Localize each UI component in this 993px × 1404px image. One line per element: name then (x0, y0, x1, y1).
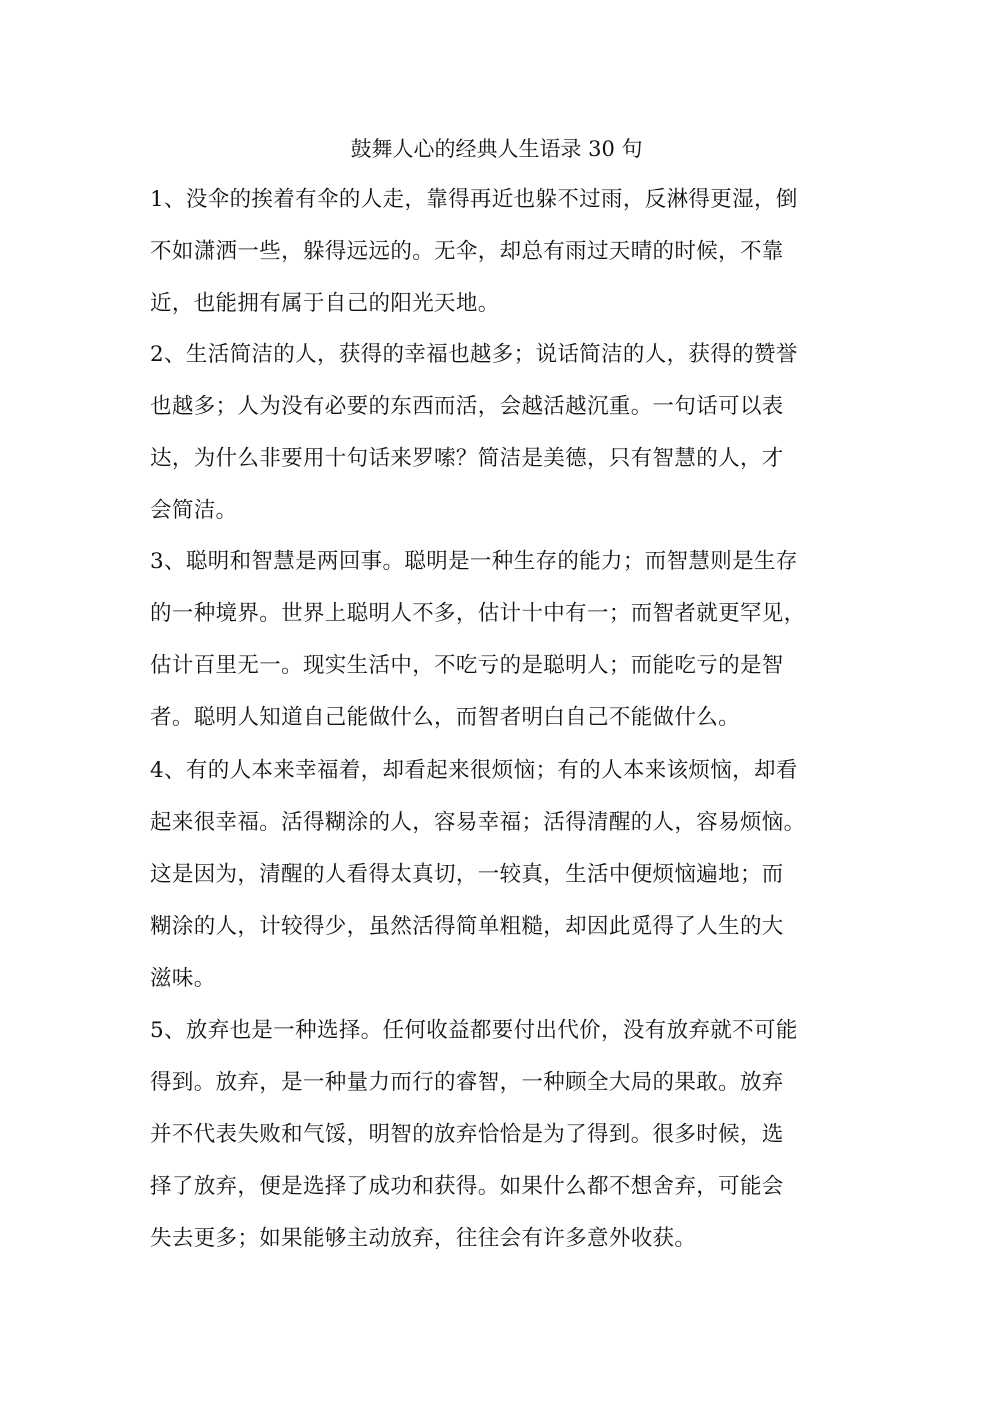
paragraph-line: 近，也能拥有属于自己的阳光天地。 (150, 291, 500, 316)
paragraph-line: 起来很幸福。活得糊涂的人，容易幸福；活得清醒的人，容易烦恼。 (150, 810, 806, 835)
paragraph-line: 得到。放弃，是一种量力而行的睿智，一种顾全大局的果敢。放弃 (150, 1070, 784, 1095)
paragraph-line: 的一种境界。世界上聪明人不多，估计十中有一；而智者就更罕见， (150, 601, 806, 626)
paragraph-line: 择了放弃，便是选择了成功和获得。如果什么都不想舍弃，可能会 (150, 1174, 784, 1199)
paragraph-line: 2、生活简洁的人，获得的幸福也越多；说话简洁的人，获得的赞誉 (150, 342, 798, 367)
paragraph-line: 估计百里无一。现实生活中，不吃亏的是聪明人；而能吃亏的是智 (150, 653, 784, 678)
paragraph-line: 并不代表失败和气馁，明智的放弃恰恰是为了得到。很多时候，选 (150, 1122, 784, 1147)
paragraph-line: 失去更多；如果能够主动放弃，往往会有许多意外收获。 (150, 1226, 697, 1251)
document-title: 鼓舞人心的经典人生语录 30 句 (350, 137, 643, 161)
paragraph-line: 5、放弃也是一种选择。任何收益都要付出代价，没有放弃就不可能 (150, 1018, 798, 1043)
paragraph-line: 会简洁。 (150, 498, 238, 523)
paragraph-line: 1、没伞的挨着有伞的人走，靠得再近也躲不过雨，反淋得更湿，倒 (150, 187, 798, 212)
paragraph-line: 糊涂的人，计较得少，虽然活得简单粗糙，却因此觅得了人生的大 (150, 914, 784, 939)
paragraph-4 (150, 745, 850, 1005)
paragraph-5 (150, 1005, 850, 1265)
paragraph-line: 4、有的人本来幸福着，却看起来很烦恼；有的人本来该烦恼，却看 (150, 758, 798, 783)
paragraph-line: 滋味。 (150, 966, 216, 991)
paragraph-2 (150, 329, 850, 537)
paragraph-line: 达，为什么非要用十句话来罗嗦？简洁是美德，只有智慧的人，才 (150, 446, 784, 471)
paragraph-line: 也越多；人为没有必要的东西而活，会越活越沉重。一句话可以表 (150, 394, 784, 419)
paragraph-1 (150, 174, 850, 330)
paragraph-line: 3、聪明和智慧是两回事。聪明是一种生存的能力；而智慧则是生存 (150, 549, 798, 574)
paragraph-line: 不如潇洒一些，躲得远远的。无伞，却总有雨过天晴的时候，不靠 (150, 239, 784, 264)
paragraph-3 (150, 536, 850, 744)
paragraph-line: 者。聪明人知道自己能做什么，而智者明白自己不能做什么。 (150, 705, 740, 730)
paragraph-line: 这是因为，清醒的人看得太真切，一较真，生活中便烦恼遍地；而 (150, 862, 784, 887)
